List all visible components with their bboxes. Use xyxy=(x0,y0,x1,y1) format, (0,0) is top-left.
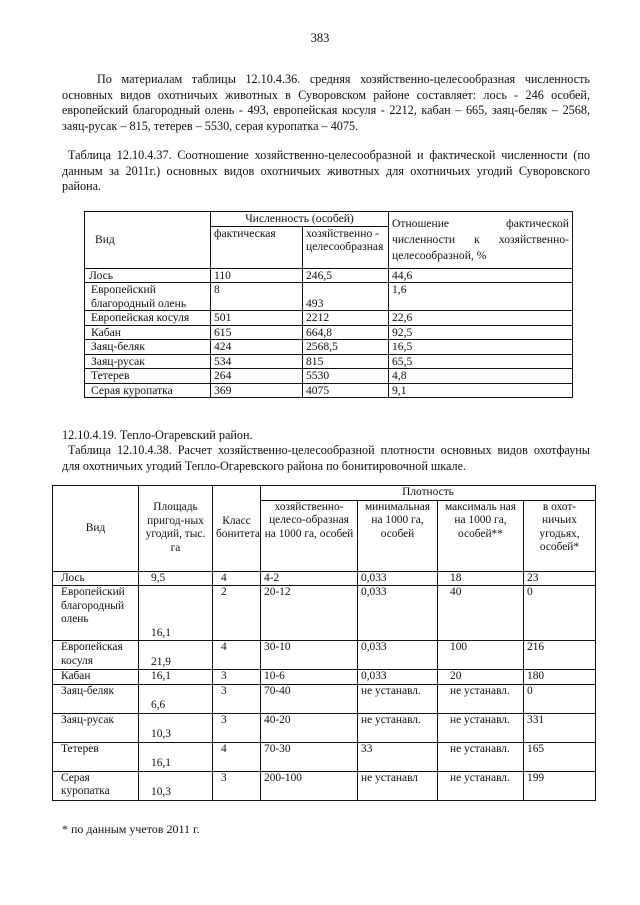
table1-caption: Таблица 12.10.4.37. Соотношение хозяйственно-целесообразной и фактической численности (по данным за 2011г.) основных видов охотничьих животных для охотничьих угодий Суворовского района. xyxy=(62,148,590,194)
table2-cell-economic: 200-100 xyxy=(261,771,358,800)
table2-cell-minimum: 0,033 xyxy=(358,571,438,586)
table1-cell-economic: 5530 xyxy=(303,369,389,384)
table2-cell-area: 9,5 xyxy=(139,571,213,586)
table-row xyxy=(53,571,596,586)
table2-cell-maximum: 100 xyxy=(438,641,524,670)
table2-cell-in-grounds: 0 xyxy=(524,586,596,641)
table2-cell-in-grounds: 180 xyxy=(524,670,596,685)
table-row xyxy=(53,742,596,771)
page-number: 383 xyxy=(310,31,330,45)
table2-header-in-grounds: в охот-ничьих угодьях, особей* xyxy=(524,500,596,571)
table1-cell-actual: 8 xyxy=(211,283,303,311)
table2-cell-maximum: не устанавл. xyxy=(438,713,524,742)
table1-cell-ratio: 44,6 xyxy=(389,268,573,283)
table1-cell-economic: 493 xyxy=(303,283,389,311)
table2-caption: Таблица 12.10.4.38. Расчет хозяйственно-целесообразной плотности основных видов охотфауны для охотничьих угодий Тепло-Огаревского района по бонитировочной шкале. xyxy=(62,443,590,473)
table1-cell-actual: 110 xyxy=(211,268,303,283)
table1-cell-ratio: 4,8 xyxy=(389,369,573,384)
table2-header-maximum: максималь ная на 1000 га, особей** xyxy=(438,500,524,571)
table-row xyxy=(53,586,596,641)
table2-cell-name: Европейская косуля xyxy=(53,641,139,670)
table1-header-species: Вид xyxy=(85,212,211,269)
table2-cell-name: Кабан xyxy=(53,670,139,685)
table2-cell-class: 3 xyxy=(213,771,261,800)
table2-cell-minimum: 0,033 xyxy=(358,670,438,685)
table2-header-species: Вид xyxy=(53,486,139,572)
table2-cell-minimum: 0,033 xyxy=(358,586,438,641)
table1-cell-name: Европейская косуля xyxy=(85,311,211,326)
table1-cell-name: Заяц-беляк xyxy=(85,340,211,355)
table2-header-minimum: минимальная на 1000 га, особей xyxy=(358,500,438,571)
table2-cell-area: 6,6 xyxy=(139,684,213,713)
table-row xyxy=(53,713,596,742)
table2-cell-maximum: не устанавл. xyxy=(438,771,524,800)
table2-header-economic: хозяйственно-целесо-образная на 1000 га, особей xyxy=(261,500,358,571)
table2-cell-name: Лось xyxy=(53,571,139,586)
table2-cell-maximum: не устанавл. xyxy=(438,684,524,713)
table1-cell-ratio: 1,6 xyxy=(389,283,573,311)
table1-cell-ratio: 92,5 xyxy=(389,325,573,340)
table2-cell-name: Заяц-русак xyxy=(53,713,139,742)
table2-cell-in-grounds: 216 xyxy=(524,641,596,670)
table-row xyxy=(53,641,596,670)
table2-cell-class: 4 xyxy=(213,742,261,771)
table1-cell-name: Заяц-русак xyxy=(85,354,211,369)
table2-header-area: Площадь пригод-ных угодий, тыс. га xyxy=(139,486,213,572)
table2-cell-economic: 4-2 xyxy=(261,571,358,586)
table-row xyxy=(85,340,573,355)
table2-cell-maximum: не устанавл. xyxy=(438,742,524,771)
table1-cell-actual: 264 xyxy=(211,369,303,384)
table-row xyxy=(53,670,596,685)
table2-cell-in-grounds: 23 xyxy=(524,571,596,586)
table2-cell-class: 4 xyxy=(213,641,261,670)
table-row xyxy=(85,311,573,326)
table1-cell-name: Серая куропатка xyxy=(85,383,211,398)
table-row xyxy=(53,771,596,800)
table1-cell-actual: 534 xyxy=(211,354,303,369)
table2-cell-class: 3 xyxy=(213,684,261,713)
table2-cell-maximum: 40 xyxy=(438,586,524,641)
table2-cell-area: 16,1 xyxy=(139,670,213,685)
table1-cell-economic: 815 xyxy=(303,354,389,369)
table-density xyxy=(52,485,596,801)
table2-cell-in-grounds: 0 xyxy=(524,684,596,713)
table-row xyxy=(85,354,573,369)
table2-cell-class: 2 xyxy=(213,586,261,641)
table1-cell-ratio: 65,5 xyxy=(389,354,573,369)
table-row xyxy=(85,268,573,283)
table2-cell-area: 16,1 xyxy=(139,586,213,641)
table2-cell-economic: 70-40 xyxy=(261,684,358,713)
table2-header-class: Класс бонитета xyxy=(213,486,261,572)
table1-cell-economic: 246,5 xyxy=(303,268,389,283)
footnote: * по данным учетов 2011 г. xyxy=(62,822,200,836)
table1-cell-name: Тетерев xyxy=(85,369,211,384)
table1-cell-ratio: 22,6 xyxy=(389,311,573,326)
table1-cell-actual: 615 xyxy=(211,325,303,340)
table-row xyxy=(53,684,596,713)
table1-cell-actual: 369 xyxy=(211,383,303,398)
table2-cell-class: 3 xyxy=(213,713,261,742)
table2-cell-area: 10,3 xyxy=(139,771,213,800)
table2-cell-economic: 40-20 xyxy=(261,713,358,742)
table2-cell-name: Серая куропатка xyxy=(53,771,139,800)
table1-cell-name: Кабан xyxy=(85,325,211,340)
table2-cell-minimum: 33 xyxy=(358,742,438,771)
table1-header-actual: фактическая xyxy=(211,226,303,268)
table1-cell-actual: 424 xyxy=(211,340,303,355)
section-title: 12.10.4.19. Тепло-Огаревский район. xyxy=(62,428,253,442)
table1-header-count: Численность (особей) xyxy=(211,212,389,227)
table2-cell-minimum: 0,033 xyxy=(358,641,438,670)
table1-cell-ratio: 16,5 xyxy=(389,340,573,355)
table2-cell-maximum: 18 xyxy=(438,571,524,586)
table1-cell-name: Лось xyxy=(85,268,211,283)
table2-cell-in-grounds: 165 xyxy=(524,742,596,771)
table2-cell-minimum: не устанавл. xyxy=(358,713,438,742)
table2-cell-minimum: не устанавл xyxy=(358,771,438,800)
table2-cell-in-grounds: 199 xyxy=(524,771,596,800)
table2-cell-class: 4 xyxy=(213,571,261,586)
table2-cell-name: Европейский благородный олень xyxy=(53,586,139,641)
table2-cell-in-grounds: 331 xyxy=(524,713,596,742)
table-row xyxy=(85,283,573,311)
table2-cell-area: 21,9 xyxy=(139,641,213,670)
table2-header-density: Плотность xyxy=(261,486,596,501)
table1-cell-actual: 501 xyxy=(211,311,303,326)
table2-cell-economic: 30-10 xyxy=(261,641,358,670)
table1-header-ratio: Отношение фактической численности к хозяйственно-целесообразной, % xyxy=(389,212,573,269)
table-row xyxy=(85,325,573,340)
table2-cell-name: Тетерев xyxy=(53,742,139,771)
table1-cell-name: Европейский благородный олень xyxy=(85,283,211,311)
table1-cell-economic: 2568,5 xyxy=(303,340,389,355)
table2-cell-maximum: 20 xyxy=(438,670,524,685)
paragraph-summary: По материалам таблицы 12.10.4.36. средняя хозяйственно-целесообразная численность основных видов охотничьих животных в Суворовском районе составляет: лось - 246 особей, европейский благородный олень - 493, европейская косуля - 2212, кабан – 665, заяц-беляк – 2568, заяц-русак – 815, тетерев – 5530, серая куропатка – 4075. xyxy=(62,72,590,133)
table1-cell-ratio: 9,1 xyxy=(389,383,573,398)
table-row xyxy=(85,383,573,398)
table2-cell-economic: 20-12 xyxy=(261,586,358,641)
table1-header-economic: хозяйственно - целесообразная xyxy=(303,226,389,268)
table-ratio xyxy=(84,211,573,398)
table2-cell-minimum: не устанавл. xyxy=(358,684,438,713)
table2-cell-economic: 10-6 xyxy=(261,670,358,685)
table-row xyxy=(85,369,573,384)
table1-cell-economic: 664,8 xyxy=(303,325,389,340)
table2-cell-name: Заяц-беляк xyxy=(53,684,139,713)
table2-cell-economic: 70-30 xyxy=(261,742,358,771)
table2-cell-area: 16,1 xyxy=(139,742,213,771)
table1-cell-economic: 2212 xyxy=(303,311,389,326)
table1-cell-economic: 4075 xyxy=(303,383,389,398)
table2-cell-area: 10,3 xyxy=(139,713,213,742)
table2-cell-class: 3 xyxy=(213,670,261,685)
